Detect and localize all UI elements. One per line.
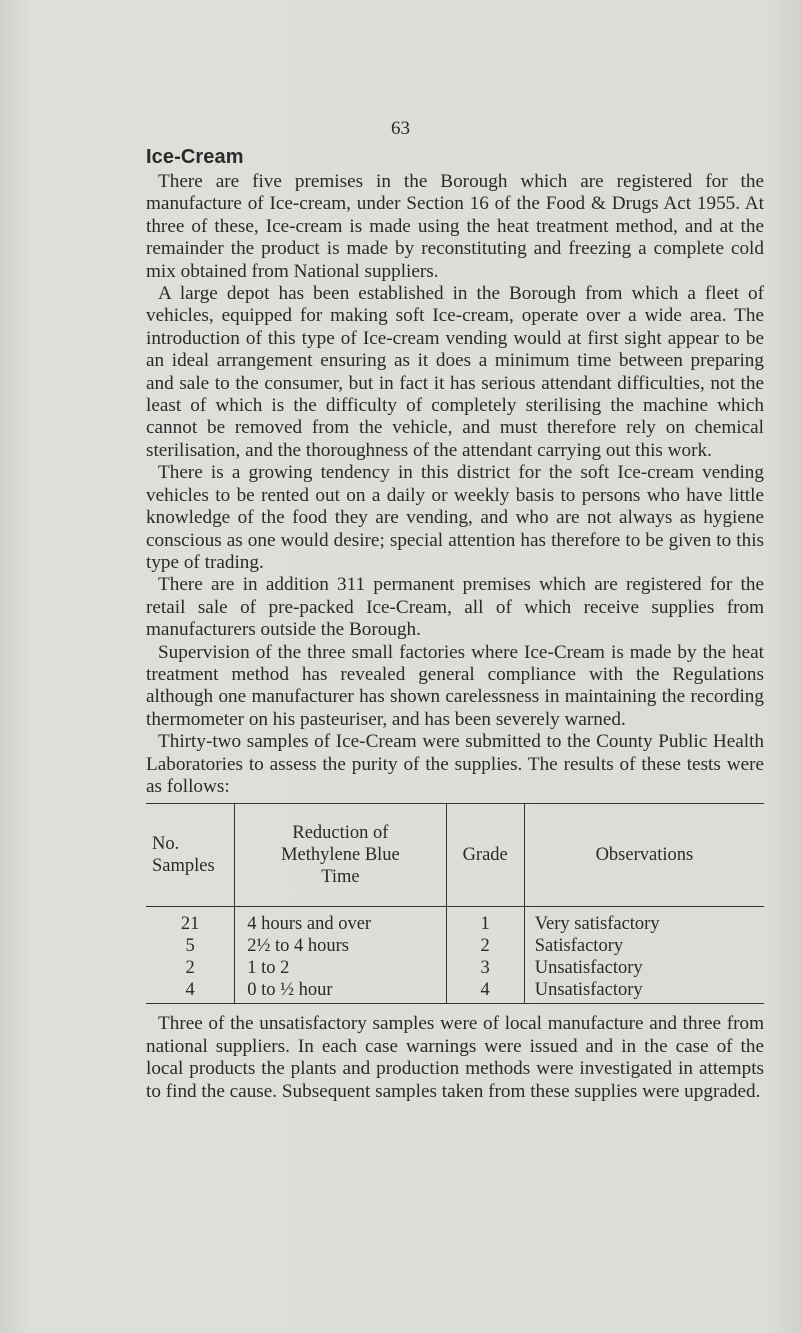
header-reduction-line2: Methylene Blue bbox=[281, 845, 400, 866]
cell-time: 2½ to 4 hours bbox=[235, 935, 446, 957]
cell-samples: 2 bbox=[185, 958, 195, 979]
table-row bbox=[146, 957, 764, 979]
paragraph-retail-premises: There are in addition 311 permanent premises which are registered for the retail sale of pre-packed Ice-Cream, all of which receive supplies from manufacturers outside the Borough. bbox=[146, 574, 764, 641]
content-area bbox=[146, 146, 764, 1103]
cell-grade: 3 bbox=[446, 957, 524, 979]
cell-samples: 21 bbox=[180, 914, 200, 935]
cell-grade: 2 bbox=[446, 935, 524, 957]
cell-samples: 4 bbox=[146, 979, 235, 1004]
header-reduction-line1: Reduction of bbox=[292, 823, 389, 844]
paragraph-samples-intro: Thirty-two samples of Ice-Cream were submitted to the County Public Health Laboratories to assess the purity of the supplies. The results of these tests were as follows: bbox=[146, 731, 764, 797]
cell-time: 0 to ½ hour bbox=[235, 979, 446, 1004]
header-grade: Grade bbox=[446, 804, 524, 907]
cell-observation: Satisfactory bbox=[524, 935, 764, 957]
cell-time: 1 to 2 bbox=[235, 957, 446, 979]
paragraph-supervision: Supervision of the three small factories where Ice-Cream is made by the heat treatment method has revealed general compliance with the Regulations although one manufacturer has shown carelessness in maintaining the recording thermometer on his pasteuriser, and has been severely warned. bbox=[146, 641, 764, 730]
page-number: 63 bbox=[391, 118, 410, 139]
cell-observation: Very satisfactory bbox=[524, 907, 764, 936]
header-no-samples-line1: No. bbox=[152, 834, 180, 855]
paragraph-depot: A large depot has been established in the Borough from which a fleet of vehicles, equipped for making soft Ice-cream, operate over a wide area. The introduction of this type of Ice-cream vending would at first sight appear to be an ideal arrangement ensuring as it does a minimum time between preparing and sale to the consumer, but in fact it has serious attendant difficulties, not the least of which is the difficulty of completely sterilising the machine which cannot be removed from the vehicle, and must therefore rely on chemical sterilisation, and the thoroughness of the attendant carrying out this work. bbox=[146, 283, 764, 461]
table-row bbox=[146, 979, 764, 1004]
cell-observation: Unsatisfactory bbox=[524, 979, 764, 1004]
header-reduction-time bbox=[235, 804, 446, 907]
table-header-row bbox=[146, 804, 764, 907]
cell-grade: 1 bbox=[446, 907, 524, 936]
cell-samples: 5 bbox=[185, 936, 195, 957]
cell-observation: Unsatisfactory bbox=[524, 957, 764, 979]
table-row bbox=[146, 935, 764, 957]
paragraph-vending-vehicles: There is a growing tendency in this district for the soft Ice-cream vending vehicles to be rented out on a daily or weekly basis to persons who have little knowledge of the food they are vending, and who are not always as hygiene conscious as one would desire; special attention has therefore to be given to this type of trading. bbox=[146, 462, 764, 573]
header-no-samples-line2: Samples bbox=[152, 856, 215, 877]
header-reduction-line3: Time bbox=[321, 867, 360, 888]
paragraph-closing: Three of the unsatisfactory samples were of local manufacture and three from national suppliers. In each case warnings were issued and in the case of the local products the plants and production methods were investigated in attempts to find the cause. Subsequent samples taken from these supplies were upgraded. bbox=[146, 1013, 764, 1102]
table-row bbox=[146, 907, 764, 936]
cell-time: 4 hours and over bbox=[235, 907, 446, 936]
cell-grade: 4 bbox=[446, 979, 524, 1004]
paragraph-premises: There are five premises in the Borough which are registered for the manufacture of Ice-cream, under Section 16 of the Food & Drugs Act 1955. At three of these, Ice-cream is made using the heat treatment method, and at the remainder the product is made by reconstituting and freezing a complete cold mix obtained from National suppliers. bbox=[146, 171, 764, 282]
header-observations: Observations bbox=[524, 804, 764, 907]
section-heading: Ice-Cream bbox=[146, 146, 244, 168]
header-no-samples bbox=[146, 804, 235, 907]
results-table bbox=[146, 803, 764, 1004]
